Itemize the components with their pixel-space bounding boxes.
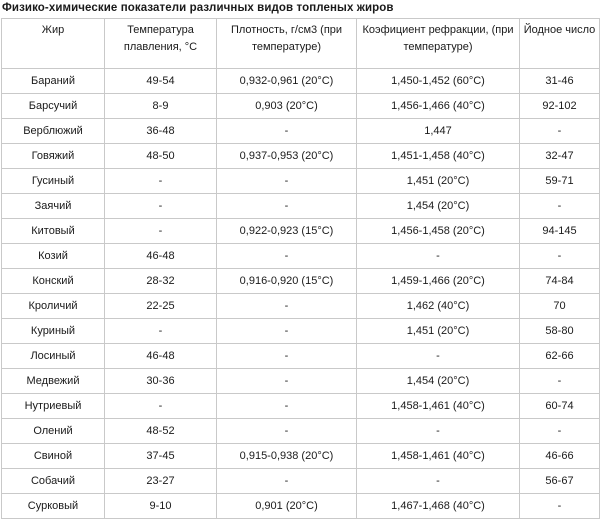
table-row <box>2 169 600 194</box>
cell-fat-name: Собачий <box>2 469 105 494</box>
cell-fat-name: Говяжий <box>2 144 105 169</box>
cell-fat-name: Китовый <box>2 219 105 244</box>
cell-iodine-number: - <box>520 419 600 444</box>
cell-fat-name: Куриный <box>2 319 105 344</box>
cell-fat-name: Сурковый <box>2 494 105 519</box>
cell-density: - <box>217 119 357 144</box>
cell-refraction-index: 1,447 <box>357 119 520 144</box>
cell-density: - <box>217 294 357 319</box>
cell-melting-temperature: 36-48 <box>105 119 217 144</box>
cell-refraction-index: 1,462 (40°С) <box>357 294 520 319</box>
table-row <box>2 469 600 494</box>
cell-iodine-number: - <box>520 194 600 219</box>
cell-iodine-number: 59-71 <box>520 169 600 194</box>
cell-fat-name: Бараний <box>2 69 105 94</box>
cell-density: 0,937-0,953 (20°С) <box>217 144 357 169</box>
table-row <box>2 194 600 219</box>
cell-refraction-index: - <box>357 469 520 494</box>
cell-density: 0,916-0,920 (15°С) <box>217 269 357 294</box>
cell-melting-temperature: 8-9 <box>105 94 217 119</box>
cell-fat-name: Свиной <box>2 444 105 469</box>
table-row <box>2 294 600 319</box>
table-row <box>2 269 600 294</box>
cell-melting-temperature: 49-54 <box>105 69 217 94</box>
cell-melting-temperature: - <box>105 394 217 419</box>
cell-melting-temperature: 46-48 <box>105 344 217 369</box>
cell-refraction-index: 1,458-1,461 (40°С) <box>357 444 520 469</box>
cell-melting-temperature: 22-25 <box>105 294 217 319</box>
cell-melting-temperature: 30-36 <box>105 369 217 394</box>
cell-melting-temperature: 48-52 <box>105 419 217 444</box>
cell-refraction-index: 1,450-1,452 (60°С) <box>357 69 520 94</box>
cell-refraction-index: 1,451-1,458 (40°С) <box>357 144 520 169</box>
cell-refraction-index: - <box>357 244 520 269</box>
cell-density: - <box>217 419 357 444</box>
cell-density: - <box>217 344 357 369</box>
cell-refraction-index: 1,456-1,466 (40°С) <box>357 94 520 119</box>
header-fat: Жир <box>2 19 105 69</box>
header-iodine-number: Йодное число <box>520 19 600 69</box>
cell-density: 0,922-0,923 (15°С) <box>217 219 357 244</box>
table-row <box>2 494 600 519</box>
cell-fat-name: Лосиный <box>2 344 105 369</box>
cell-density: 0,901 (20°С) <box>217 494 357 519</box>
cell-iodine-number: 32-47 <box>520 144 600 169</box>
cell-refraction-index: 1,456-1,458 (20°С) <box>357 219 520 244</box>
table-row <box>2 344 600 369</box>
cell-melting-temperature: - <box>105 194 217 219</box>
table-row <box>2 219 600 244</box>
cell-refraction-index: 1,451 (20°С) <box>357 319 520 344</box>
header-refraction-index: Коэфициент рефракции, (при температуре) <box>357 19 520 69</box>
cell-density: - <box>217 319 357 344</box>
cell-iodine-number: - <box>520 494 600 519</box>
table-title: Физико-химические показатели различных видов топленых жиров <box>2 2 394 14</box>
cell-refraction-index: 1,467-1,468 (40°С) <box>357 494 520 519</box>
table-row <box>2 144 600 169</box>
cell-melting-temperature: 9-10 <box>105 494 217 519</box>
cell-iodine-number: 58-80 <box>520 319 600 344</box>
cell-refraction-index: - <box>357 419 520 444</box>
cell-fat-name: Гусиный <box>2 169 105 194</box>
header-melting-temperature: Температура плавления, °С <box>105 19 217 69</box>
cell-iodine-number: 46-66 <box>520 444 600 469</box>
table-row <box>2 244 600 269</box>
cell-density: 0,903 (20°С) <box>217 94 357 119</box>
cell-fat-name: Кроличий <box>2 294 105 319</box>
table-row <box>2 394 600 419</box>
cell-fat-name: Олений <box>2 419 105 444</box>
cell-density: - <box>217 194 357 219</box>
cell-fat-name: Нутриевый <box>2 394 105 419</box>
cell-iodine-number: 31-46 <box>520 69 600 94</box>
cell-melting-temperature: - <box>105 219 217 244</box>
cell-iodine-number: 94-145 <box>520 219 600 244</box>
cell-melting-temperature: - <box>105 319 217 344</box>
header-density: Плотность, г/см3 (при температуре) <box>217 19 357 69</box>
cell-melting-temperature: - <box>105 169 217 194</box>
cell-iodine-number: 62-66 <box>520 344 600 369</box>
cell-fat-name: Козий <box>2 244 105 269</box>
cell-fat-name: Барсучий <box>2 94 105 119</box>
cell-melting-temperature: 23-27 <box>105 469 217 494</box>
cell-refraction-index: 1,454 (20°С) <box>357 194 520 219</box>
cell-fat-name: Заячий <box>2 194 105 219</box>
fat-properties-table <box>1 18 600 519</box>
cell-density: - <box>217 469 357 494</box>
table-row <box>2 444 600 469</box>
cell-refraction-index: 1,451 (20°С) <box>357 169 520 194</box>
cell-melting-temperature: 28-32 <box>105 269 217 294</box>
cell-melting-temperature: 46-48 <box>105 244 217 269</box>
cell-density: - <box>217 244 357 269</box>
cell-iodine-number: - <box>520 244 600 269</box>
table-row <box>2 419 600 444</box>
cell-density: 0,932-0,961 (20°С) <box>217 69 357 94</box>
cell-iodine-number: - <box>520 119 600 144</box>
cell-refraction-index: 1,459-1,466 (20°С) <box>357 269 520 294</box>
cell-fat-name: Верблюжий <box>2 119 105 144</box>
cell-refraction-index: 1,458-1,461 (40°С) <box>357 394 520 419</box>
table-row <box>2 319 600 344</box>
cell-fat-name: Медвежий <box>2 369 105 394</box>
table-header <box>2 19 600 69</box>
cell-fat-name: Конский <box>2 269 105 294</box>
cell-refraction-index: - <box>357 344 520 369</box>
cell-density: - <box>217 369 357 394</box>
cell-melting-temperature: 37-45 <box>105 444 217 469</box>
cell-iodine-number: 74-84 <box>520 269 600 294</box>
cell-iodine-number: 56-67 <box>520 469 600 494</box>
cell-iodine-number: - <box>520 369 600 394</box>
cell-density: - <box>217 394 357 419</box>
table-row <box>2 94 600 119</box>
header-row <box>2 19 600 69</box>
table-body <box>2 69 600 519</box>
table-row <box>2 369 600 394</box>
cell-density: 0,915-0,938 (20°С) <box>217 444 357 469</box>
cell-iodine-number: 60-74 <box>520 394 600 419</box>
table-row <box>2 119 600 144</box>
cell-refraction-index: 1,454 (20°С) <box>357 369 520 394</box>
cell-iodine-number: 70 <box>520 294 600 319</box>
cell-iodine-number: 92-102 <box>520 94 600 119</box>
table-row <box>2 69 600 94</box>
cell-density: - <box>217 169 357 194</box>
cell-melting-temperature: 48-50 <box>105 144 217 169</box>
